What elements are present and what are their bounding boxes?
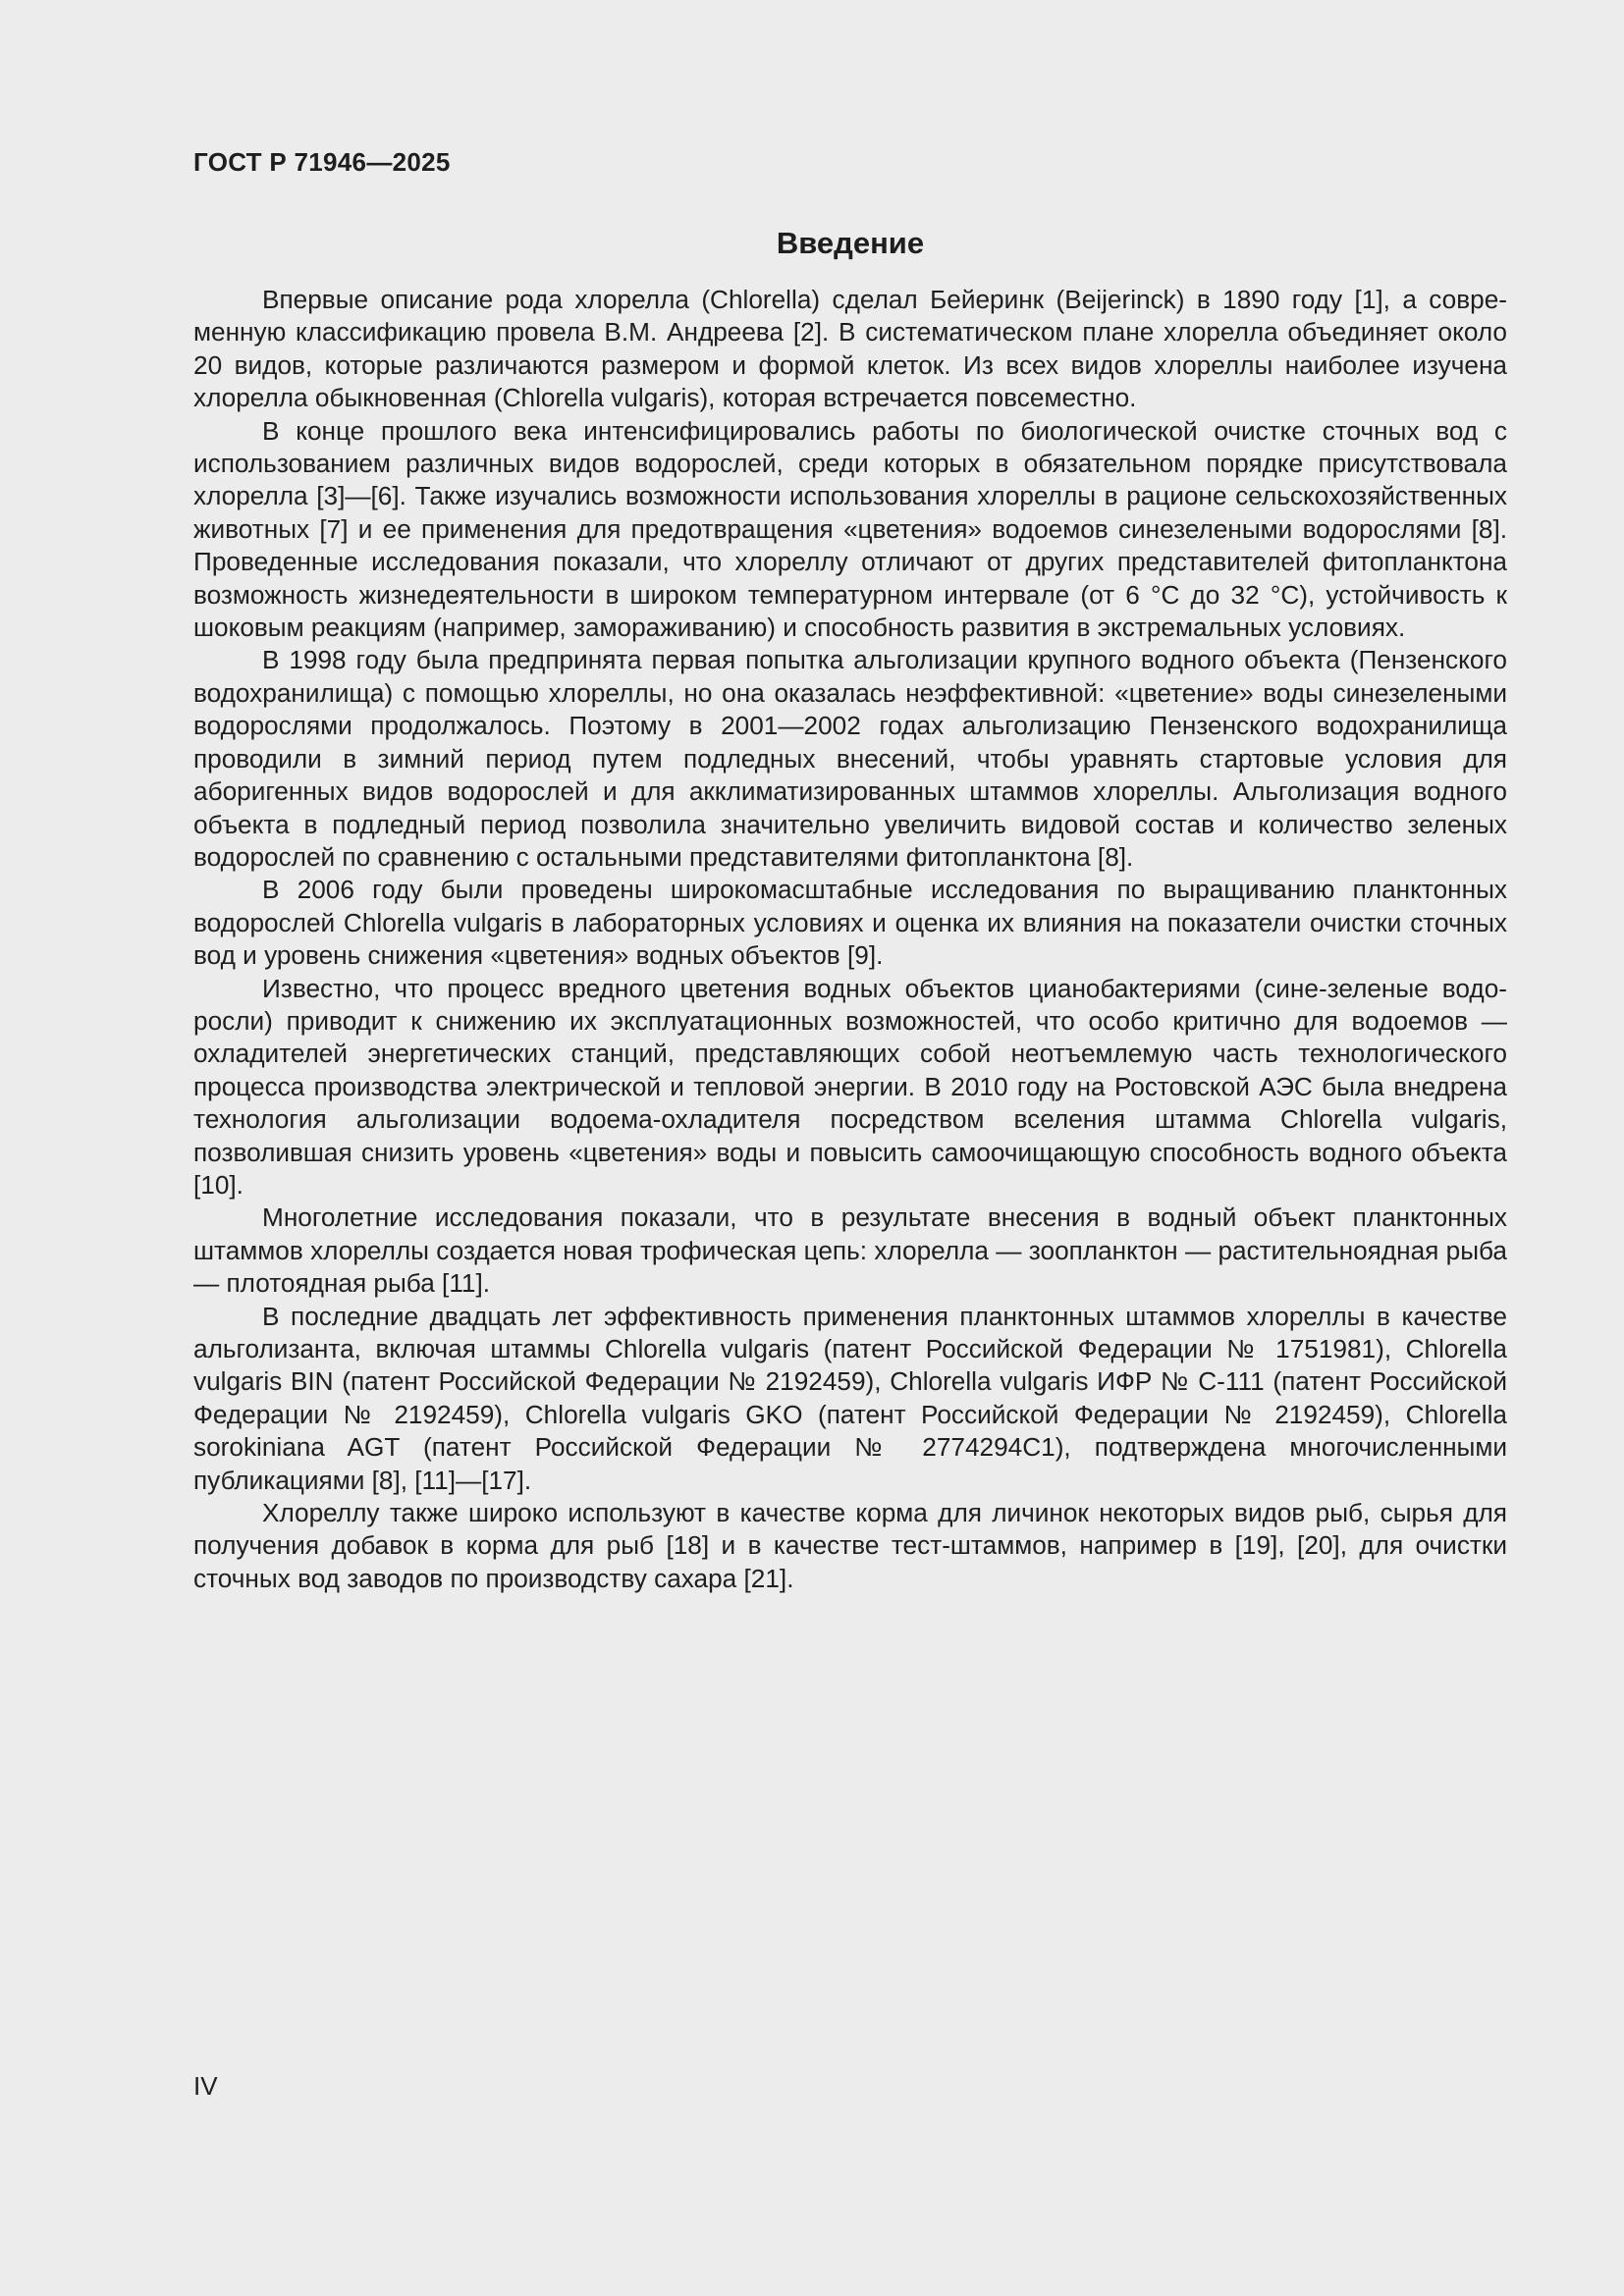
page-number: IV [193,2071,218,2101]
paragraph: Многолетние исследования показали, что в результате внесения в водный объект планктонных штаммов хлореллы создается новая трофическая цепь: хлорелла — зоопланктон — растительноядная рыба — плотоядная рыба [11]. [193,1202,1507,1299]
paragraph: В конце прошлого века интенсифицировались работы по биологической очистке сточных вод с использованием различных видов водорослей, среди которых в обязательном порядке присутствовала хлорелла [3]—[6]. Также изучались возможности использования хлореллы в рационе сельскохозяйственных животных [7] и ее применения для предотвращения «цветения» водоемов синезелеными водорослями [8]. Проведенные исследования показали, что хлореллу отличают от других представителей фитопланктона возможность жизнедеятельности в широком температурном интервале (от 6 °C до 32 °C), устойчивость к шоковым реакциям (например, замораживанию) и способность развития в экстремальных условиях. [193,415,1507,643]
section-title: Введение [776,226,925,260]
paragraph: Известно, что процесс вредного цветения водных объектов цианобактериями (сине-зеленые водоросли) приводит к снижению их эксплуатационных возможностей, что особо критично для водоемов — охладителей энергетических станций, представляющих собой неотъемлемую часть технологического процесса производства электрической и тепловой энергии. В 2010 году на Ростовской АЭС была внедрена технология альголизации водоема-охладителя посредством вселения штамма Chlorella vulgaris, позволившая снизить уровень «цветения» воды и повысить самоочищающую способность водного объекта [10]. [193,973,1507,1200]
paragraph: Впервые описание рода хлорелла (Chlorella) сделал Бейеринк (Beijerinck) в 1890 году [1], а современную классификацию провела В.М. Андреева [2]. В систематическом плане хлорелла объединяет около 20 видов, которые различаются размером и формой клеток. Из всех видов хлореллы наиболее изучена хлорелла обыкновенная (Chlorella vulgaris), которая встречается повсеместно. [193,285,1507,413]
document-header: ГОСТ Р 71946—2025 [193,147,451,177]
paragraph: Хлореллу также широко используют в качестве корма для личинок некоторых видов рыб, сырья для получения добавок в корма для рыб [18] и в качестве тест-штаммов, например в [19], [20], для очистки сточных вод заводов по производству сахара [21]. [193,1498,1507,1593]
paragraph: В последние двадцать лет эффективность применения планктонных штаммов хлореллы в качестве альголизанта, включая штаммы Chlorella vulgaris (патент Российской Федерации № 1751981), Chlorella vulgaris BIN (патент Российской Федерации № 2192459), Chlorella vulgaris ИФР № С-111 (патент Российской Федерации № 2192459), Chlorella vulgaris GKO (патент Российской Федерации № 2192459), Chlorella sorokiniana AGT (патент Российской Федерации № 2774294C1), подтверждена многочисленными публикациями [8], [11]—[17]. [193,1301,1507,1495]
body-text [193,284,1507,1595]
paragraph: В 1998 году была предпринята первая попытка альголизации крупного водного объекта (Пензенского водохранилища) с помощью хлореллы, но она оказалась неэффективной: «цветение» воды синезелеными водорослями продолжалось. Поэтому в 2001—2002 годах альголизацию Пензенского водохранилища проводили в зимний период путем подледных внесений, чтобы уравнять стартовые условия для аборигенных видов водорослей и для акклиматизированных штаммов хлореллы. Альголизация водного объекта в подледный период позволила значительно увеличить видовой состав и количество зеленых водорослей по сравнению с остальными представителями фитопланктона [8]. [193,645,1507,872]
paragraph: В 2006 году были проведены широкомасштабные исследования по выращиванию планктонных водорослей Chlorella vulgaris в лабораторных условиях и оценка их влияния на показатели очистки сточных вод и уровень снижения «цветения» водных объектов [9]. [193,875,1507,971]
